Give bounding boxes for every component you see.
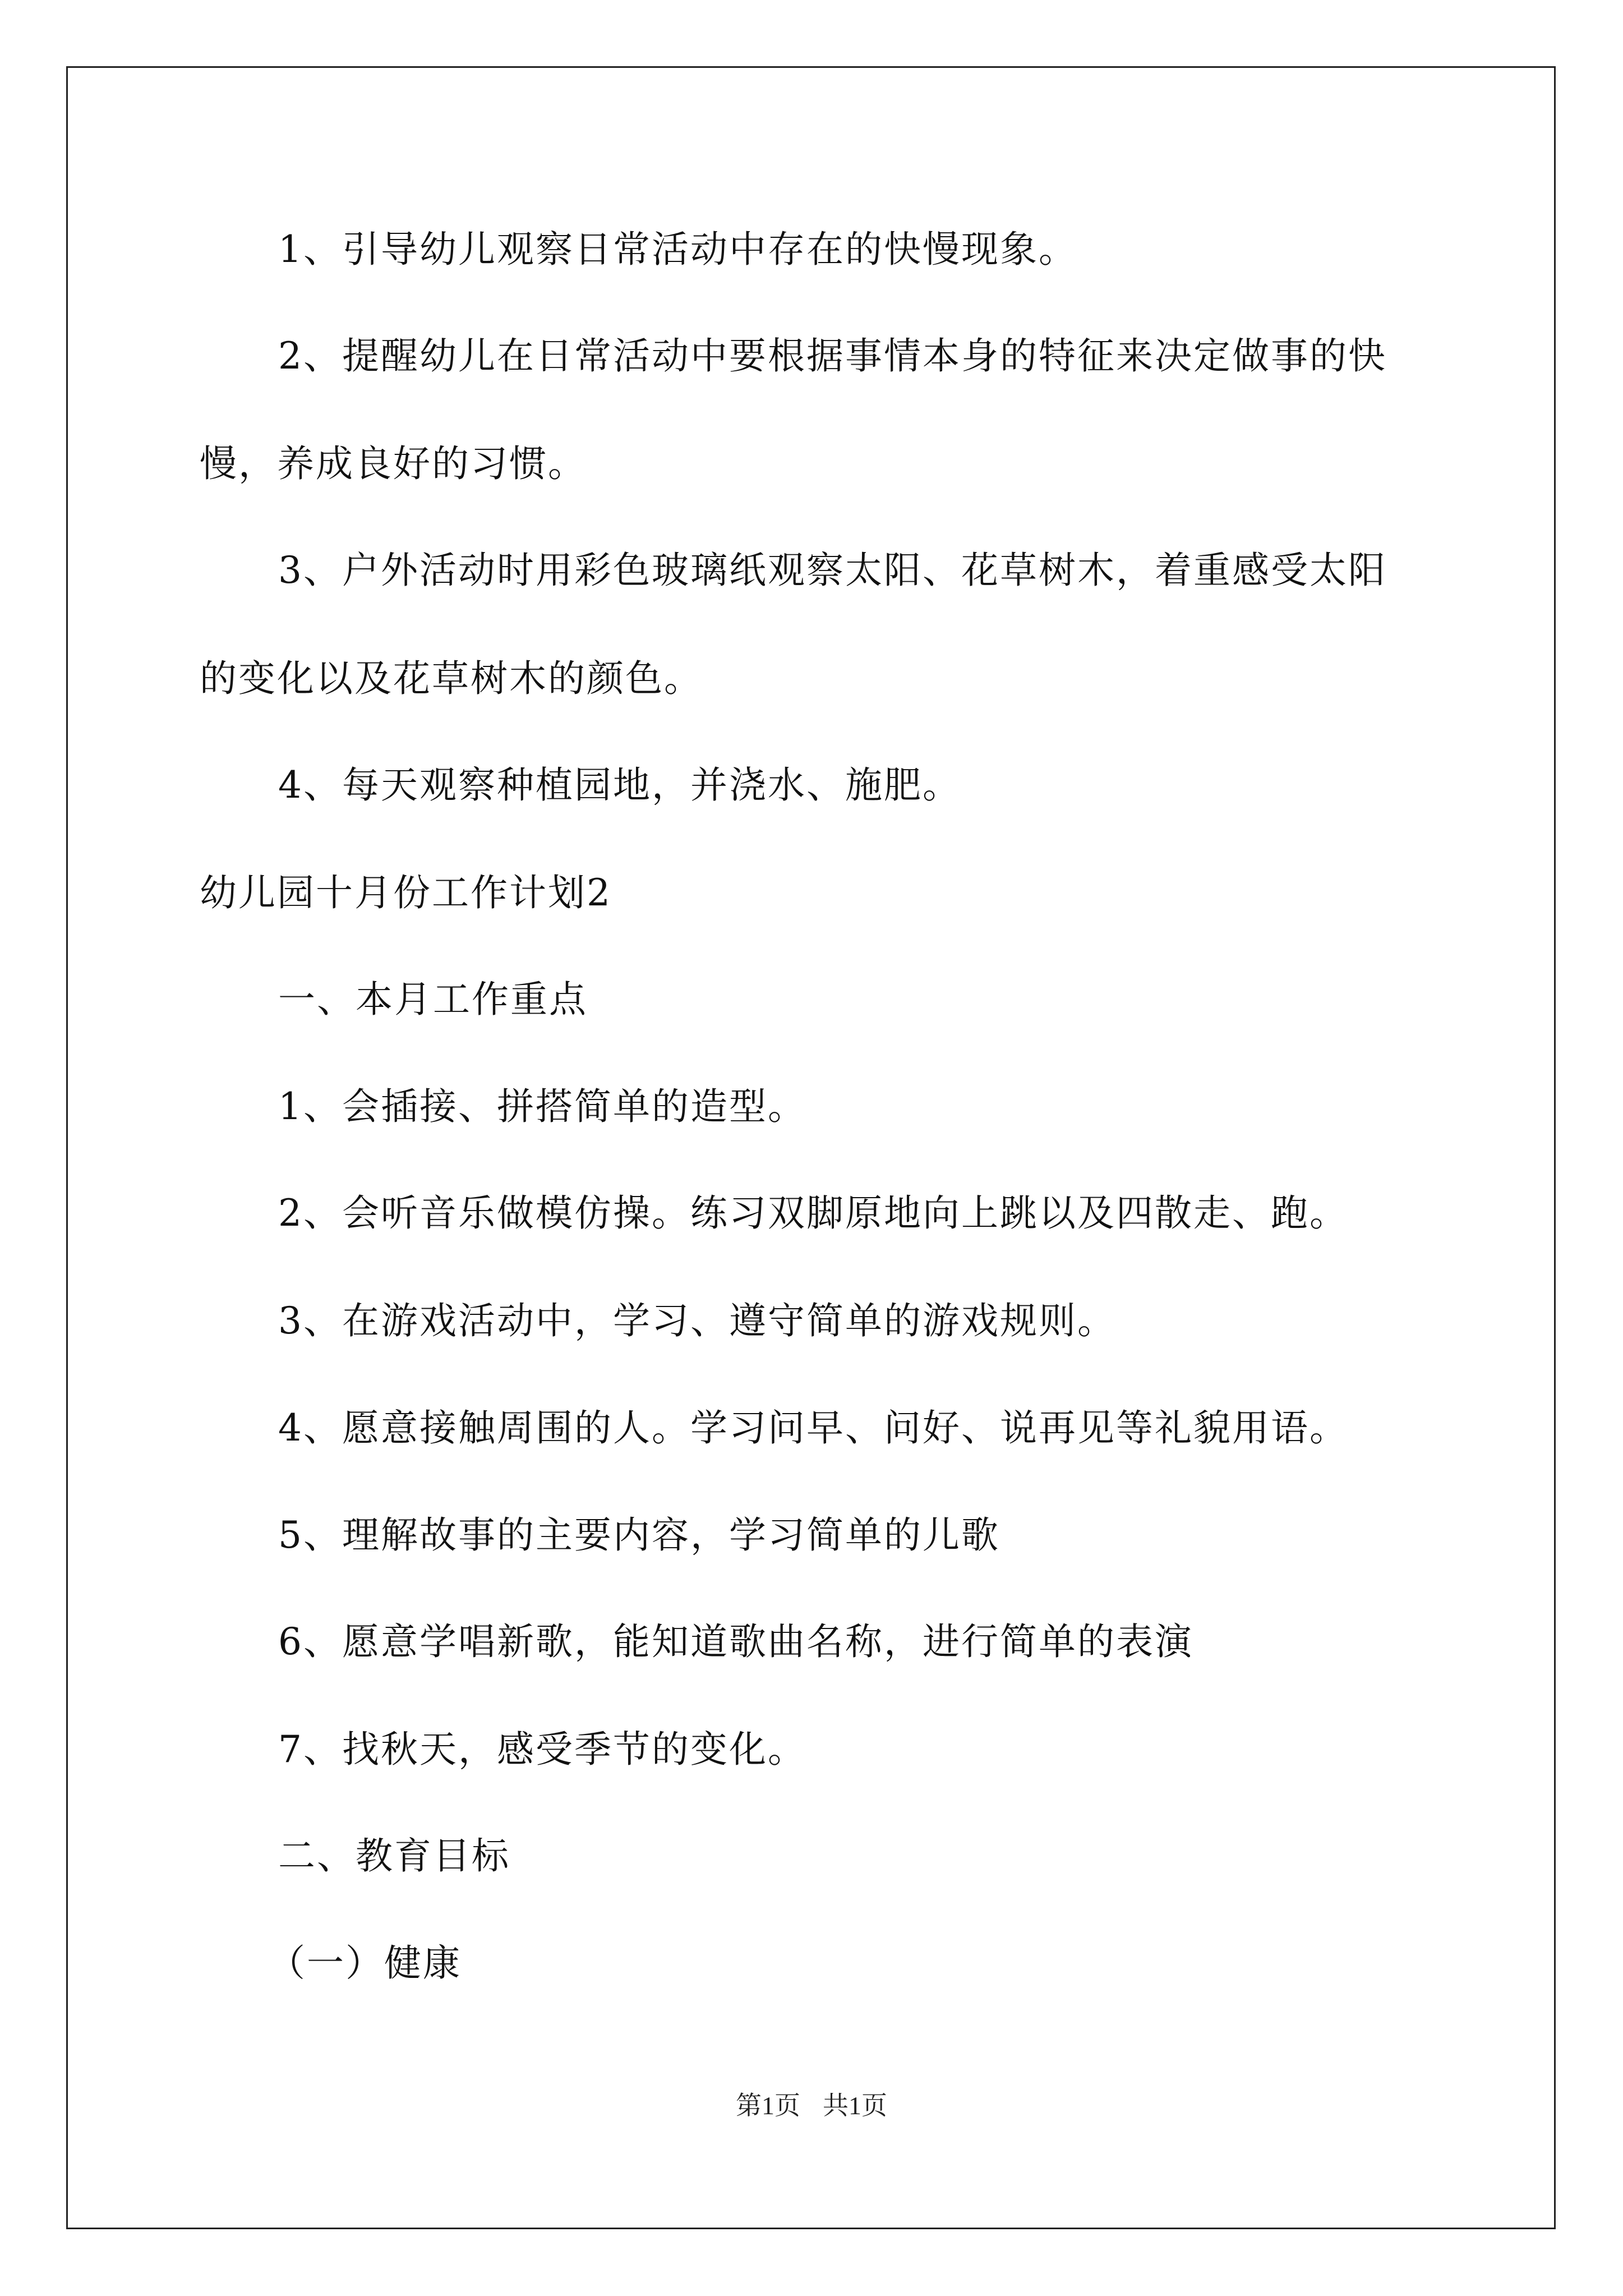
section-heading: 二、教育目标 (278, 1834, 510, 1878)
paragraph-line: 3、户外活动时用彩色玻璃纸观察太阳、花草树木，着重感受太阳 (278, 549, 1387, 592)
list-item: 7、找秋天，感受季节的变化。 (278, 1728, 806, 1771)
list-item: 2、会听音乐做模仿操。练习双脚原地向上跳以及四散走、跑。 (278, 1191, 1348, 1235)
section-heading: 一、本月工作重点 (278, 978, 588, 1021)
section-title: 幼儿园十月份工作计划2 (200, 871, 612, 914)
paragraph-line: 1、引导幼儿观察日常活动中存在的快慢现象。 (278, 228, 1077, 271)
page-border (66, 66, 1556, 2229)
page-total: 共1页 (823, 2091, 887, 2120)
list-item: 6、愿意学唱新歌，能知道歌曲名称，进行简单的表演 (278, 1620, 1193, 1663)
paragraph-line: 4、每天观察种植园地，并浇水、施肥。 (278, 763, 961, 807)
list-item: 1、会插接、拼搭简单的造型。 (278, 1085, 806, 1128)
list-item: 4、愿意接触周围的人。学习问早、问好、说再见等礼貌用语。 (278, 1406, 1348, 1450)
subsection-heading: （一）健康 (268, 1941, 462, 1985)
list-item: 3、在游戏活动中，学习、遵守简单的游戏规则。 (278, 1299, 1116, 1342)
list-item: 5、理解故事的主要内容，学习简单的儿歌 (278, 1513, 1000, 1557)
paragraph-line: 2、提醒幼儿在日常活动中要根据事情本身的特征来决定做事的快 (278, 334, 1387, 378)
page-footer (0, 2089, 1623, 2123)
paragraph-line: 的变化以及花草树木的颜色。 (200, 657, 703, 700)
page-number: 第1页 (736, 2091, 800, 2120)
paragraph-line: 慢，养成良好的习惯。 (200, 442, 587, 485)
